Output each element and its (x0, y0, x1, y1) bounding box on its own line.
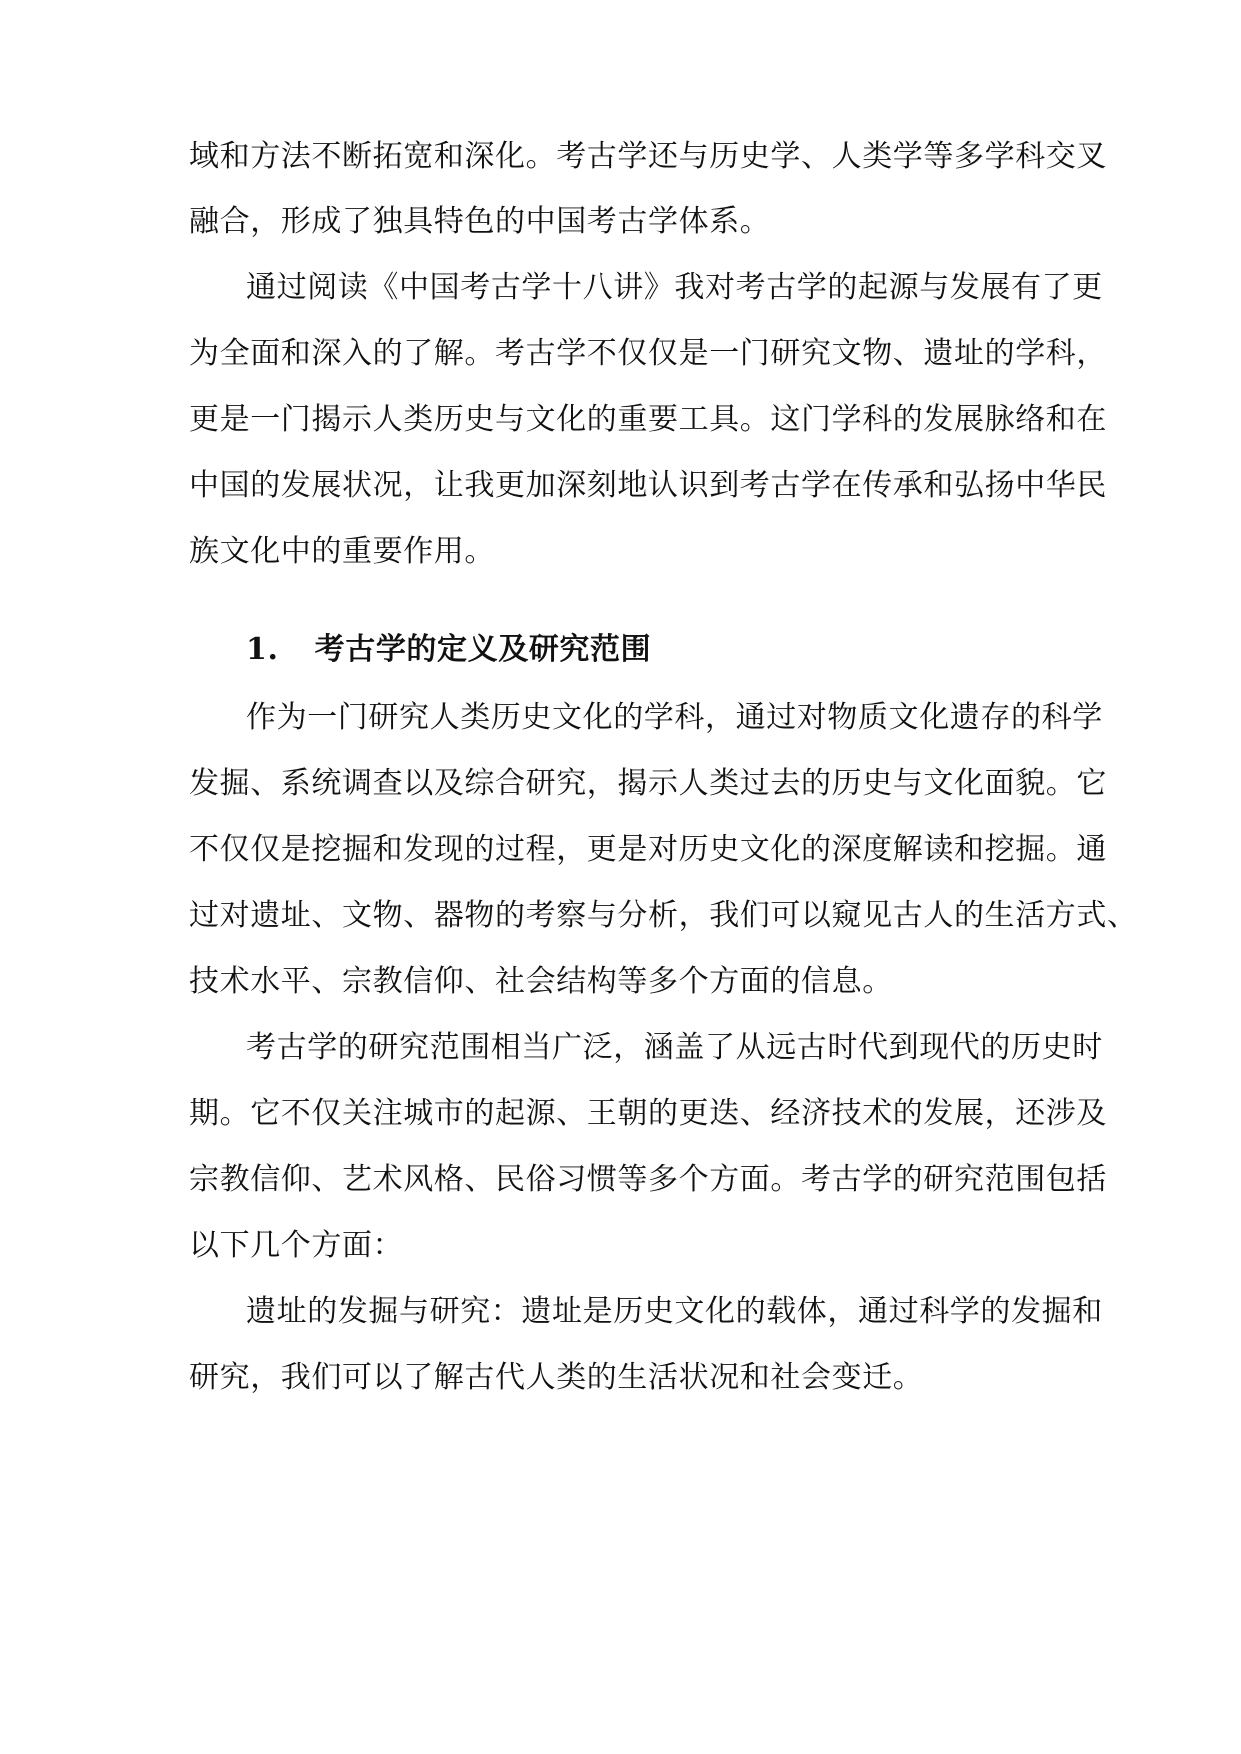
paragraph-line: 过对遗址、文物、器物的考察与分析，我们可以窥见古人的生活方式、 (189, 898, 1138, 933)
paragraph-line: 作为一门研究人类历史文化的学科，通过对物质文化遗存的科学 (246, 700, 1103, 735)
paragraph-line: 宗教信仰、艺术风格、民俗习惯等多个方面。考古学的研究范围包括 (189, 1162, 1107, 1197)
paragraph-line: 期。它不仅关注城市的起源、王朝的更迭、经济技术的发展，还涉及 (189, 1096, 1107, 1131)
paragraph-line: 发掘、系统调查以及综合研究，揭示人类过去的历史与文化面貌。它 (189, 766, 1107, 801)
paragraph-line: 族文化中的重要作用。 (189, 534, 495, 569)
paragraph-line: 为全面和深入的了解。考古学不仅仅是一门研究文物、遗址的学科， (189, 336, 1107, 371)
paragraph-line: 技术水平、宗教信仰、社会结构等多个方面的信息。 (189, 964, 893, 999)
section-title: 考古学的定义及研究范围 (314, 632, 652, 667)
paragraph-line: 不仅仅是挖掘和发现的过程，更是对历史文化的深度解读和挖掘。通 (189, 832, 1107, 867)
paragraph-line: 更是一门揭示人类历史与文化的重要工具。这门学科的发展脉络和在 (189, 402, 1107, 437)
paragraph-line: 通过阅读《中国考古学十八讲》我对考古学的起源与发展有了更 (246, 270, 1103, 305)
paragraph-line: 研究，我们可以了解古代人类的生活状况和社会变迁。 (189, 1360, 924, 1395)
paragraph-line: 融合，形成了独具特色的中国考古学体系。 (189, 204, 771, 239)
section-heading (246, 630, 651, 670)
paragraph-line: 遗址的发掘与研究：遗址是历史文化的载体，通过科学的发掘和 (246, 1294, 1103, 1329)
section-number: 1. (246, 632, 279, 667)
paragraph-line: 考古学的研究范围相当广泛，涵盖了从远古时代到现代的历史时 (246, 1030, 1103, 1065)
paragraph-line: 中国的发展状况，让我更加深刻地认识到考古学在传承和弘扬中华民 (189, 468, 1107, 503)
paragraph-line: 以下几个方面： (189, 1228, 404, 1263)
paragraph-line: 域和方法不断拓宽和深化。考古学还与历史学、人类学等多学科交叉 (189, 139, 1107, 174)
